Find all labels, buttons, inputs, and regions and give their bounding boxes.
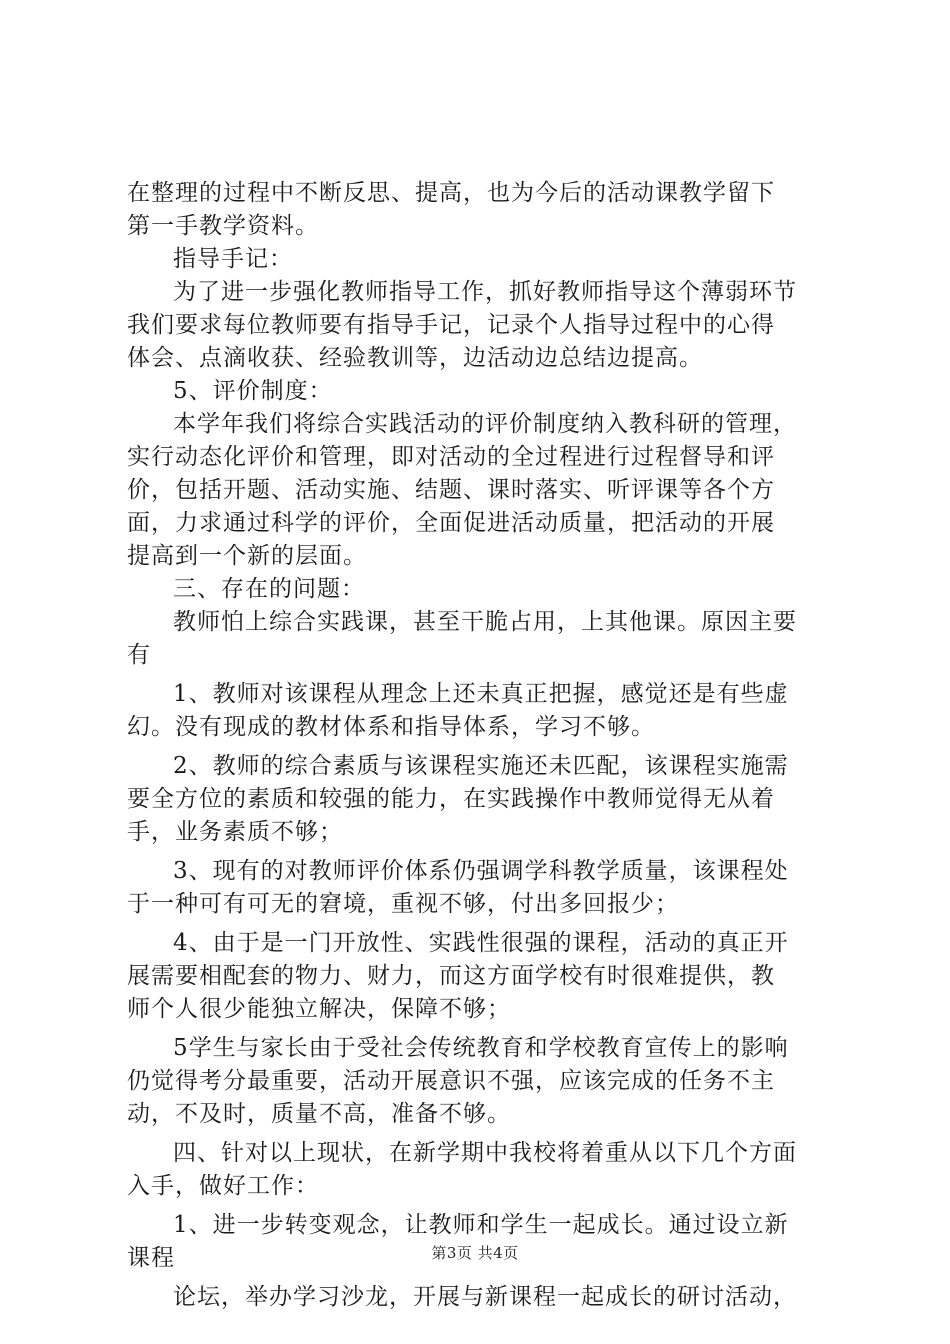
- text-line: 展需要相配套的物力、财力，而这方面学校有时很难提供，教: [127, 963, 775, 989]
- text-line: 入手，做好工作：: [127, 1173, 319, 1199]
- document-body: [127, 177, 837, 1314]
- text-line: 2、教师的综合素质与该课程实施还未匹配，该课程实施需: [173, 753, 789, 779]
- text-line: 要全方位的素质和较强的能力，在实践操作中教师觉得无从着: [127, 786, 775, 812]
- text-line: 仍觉得考分最重要，活动开展意识不强，应该完成的任务不主: [127, 1068, 775, 1094]
- text-line: 第一手教学资料。: [127, 213, 319, 239]
- text-line: 三、存在的问题：: [173, 576, 365, 602]
- text-line: 1、教师对该课程从理念上还未真正把握，感觉还是有些虚: [173, 681, 789, 707]
- text-line: 指导手记：: [173, 246, 293, 272]
- text-line: 4、由于是一门开放性、实践性很强的课程，活动的真正开: [173, 930, 789, 956]
- text-line: 价，包括开题、活动实施、结题、课时落实、听评课等各个方: [127, 477, 775, 503]
- text-line: 幻。没有现成的教材体系和指导体系，学习不够。: [127, 714, 655, 740]
- text-line: 课程: [127, 1245, 175, 1271]
- text-line: 提高到一个新的层面。: [127, 543, 367, 569]
- text-line: 在整理的过程中不断反思、提高，也为今后的活动课教学留下: [127, 180, 775, 206]
- text-line: 有: [127, 642, 151, 668]
- page-footer: 第3页 共4页: [431, 1244, 519, 1262]
- text-line: 1、进一步转变观念，让教师和学生一起成长。通过设立新: [173, 1212, 789, 1238]
- text-line: 于一种可有可无的窘境，重视不够，付出多回报少；: [127, 891, 679, 917]
- text-line: 我们要求每位教师要有指导手记，记录个人指导过程中的心得: [127, 312, 775, 338]
- text-line: 四、针对以上现状，在新学期中我校将着重从以下几个方面: [173, 1140, 797, 1166]
- text-line: 体会、点滴收获、经验教训等，边活动边总结边提高。: [127, 345, 703, 371]
- text-line: 为了进一步强化教师指导工作，抓好教师指导这个薄弱环节: [173, 279, 797, 305]
- text-line: 手，业务素质不够；: [127, 819, 343, 845]
- text-line: 实行动态化评价和管理，即对活动的全过程进行过程督导和评: [127, 444, 775, 470]
- text-line: 5学生与家长由于受社会传统教育和学校教育宣传上的影响: [173, 1035, 789, 1061]
- text-line: 3、现有的对教师评价体系仍强调学科教学质量，该课程处: [173, 858, 789, 884]
- text-line: 论坛，举办学习沙龙，开展与新课程一起成长的研讨活动，: [173, 1284, 797, 1310]
- text-line: 动，不及时，质量不高，准备不够。: [127, 1101, 511, 1127]
- text-line: 师个人很少能独立解决，保障不够；: [127, 996, 511, 1022]
- text-line: 本学年我们将综合实践活动的评价制度纳入教科研的管理，: [173, 411, 797, 437]
- text-line: 教师怕上综合实践课，甚至干脆占用，上其他课。原因主要: [173, 609, 797, 635]
- text-line: 5、评价制度：: [173, 378, 333, 404]
- text-line: 面，力求通过科学的评价，全面促进活动质量，把活动的开展: [127, 510, 775, 536]
